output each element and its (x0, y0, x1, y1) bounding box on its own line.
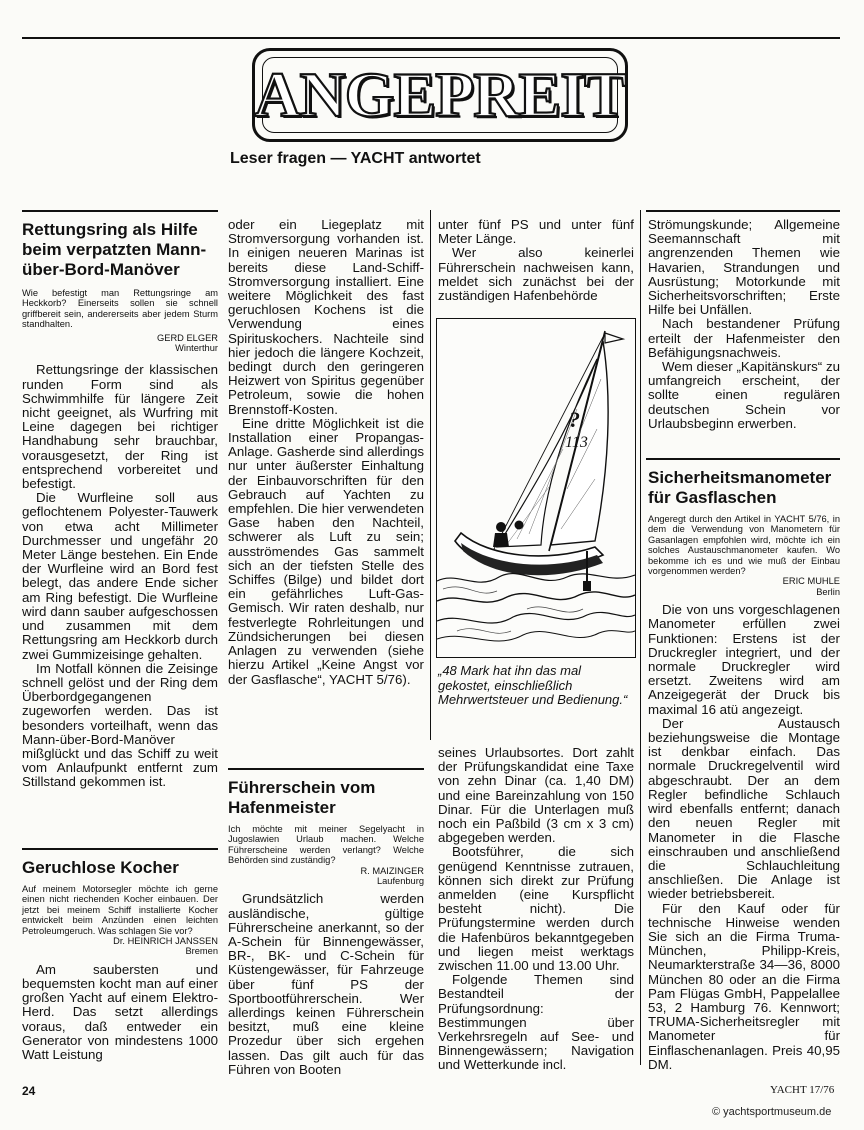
wave-detail (443, 587, 583, 633)
illustration-caption: „48 Mark hat ihn das mal gekostet, einschließlich Mehrwertsteuer und Bedienung.“ (438, 663, 628, 707)
reader-question: Angeregt durch den Artikel in YACHT 5/76, in dem die Verwendung von Manometern für Gasanlagen empfohlen wird, möchte ich ein solches Austauschmanometer kaufen. Wo bekomme ich es und wie muß der Einbau vorgenommen werden? (648, 514, 840, 577)
page-number: 24 (22, 1084, 36, 1098)
buoy (583, 581, 591, 591)
article-manometer (648, 468, 840, 1072)
article-kocher (22, 858, 218, 1062)
paragraph: Im Notfall können die Zeisinge schnell gelöst und der Ring dem Überbordgegangenen zugeworfen werden. Das ist besonders vorteilhaft, wenn das Mann-über-Bord-Manöver mißglückt und das Schiff zu weit vom Anlaufpunkt entfernt zum Stillstand gekommen ist. (22, 660, 218, 790)
paragraph: Die von uns vorgeschlagenen Manometer erfüllen zwei Funktionen: Erstens ist der Druckregler integriert, und der normale Druckregler wird ersetzt. Zweitens wird am Anzeigegerät der Druck bis maximal 16 atü angezeigt. (648, 602, 840, 717)
masthead-frame (252, 48, 628, 142)
paragraph: Wer also keinerlei Führerschein nachweisen kann, meldet sich zunächst bei der zuständigen Hafenbehörde (438, 245, 634, 304)
illustration-caption-box (438, 664, 634, 708)
section-rule (646, 458, 840, 460)
issue-label: YACHT 17/76 (770, 1084, 835, 1096)
crew-body (493, 533, 509, 547)
paragraph: seines Urlaubsortes. Dort zahlt der Prüfungskandidat eine Taxe von zehn Dinar (ca. 1,40 DM) und eine Bareinzahlung von 150 Dinar. Für die Unterlagen muß noch ein Paßbild (3 cm x 3 cm) abgegeben werden. (438, 745, 634, 846)
paragraph: Eine dritte Möglichkeit ist die Installation einer Propangas-Anlage. Gasherde sind allerdings nur unter äußerster Einhaltung der Einbauvorschriften für den Gebrauch auf Yachten zu empfehlen. Die hier verwendeten Gase haben den Nachteil, schwerer als Luft zu sein; ausströmendes Gas sammelt sich an der tiefsten Stelle des Schiffes (Bilge) und bildet dort ein gefährliches Luft-Gas-Gemisch. Wir raten deshalb, nur festverlegte Rohrleitungen und Zündsicherungen bei diesen Anlagen zu verwenden (siehe hierzu Artikel „Keine Angst vor der Gasflasche“, YACHT 5/76). (228, 415, 424, 687)
copyright-notice: © yachtsportmuseum.de (712, 1106, 832, 1118)
paragraph: Rettungsringe der klassischen runden Form sind als Schwimmhilfe für längere Zeit nicht geeignet, als Wurfring mit Leine dagegen bei richtiger Handhabung sehr brauchbar, vorausgesetzt, der Ring ist entsprechend vorbereitet und befestigt. (22, 362, 218, 492)
sailboat-drawing (437, 319, 635, 657)
section-rule (228, 768, 424, 770)
article-fuehrerschein-col4 (648, 218, 840, 431)
paragraph: Für den Kauf oder für technische Hinweise wenden Sie sich an die Firma Truma-München, Philipp-Kreis, Neumarkterstraße 34—36, 8000 München 80 oder an die Firma Pam Flügas GmbH, Pappelallee 53, 2 Hamburg 76. Kennwort; TRUMA-Sicherheitsregler mit Manometer für Einflaschenanlagen. Preis 40,95 DM. (648, 900, 840, 1072)
article-heading: Führerschein vom Hafenmeister (228, 778, 376, 817)
paragraph: Am saubersten und bequemsten kocht man auf einer großen Yacht auf einem Elektro-Herd. Das setzt allerdings voraus, daß entweder ein Generator von mindestens 1000 Watt Leistung (22, 961, 218, 1063)
author-name: R. MAIZINGER (360, 865, 424, 876)
reader-question: Wie befestigt man Rettungsringe am Heckkorb? Einerseits sollen sie schnell griffbereit sein, andererseits aber jedem Sturm standhalten. (22, 288, 218, 330)
wave (437, 612, 635, 623)
masthead-title: ANGEPREIT (254, 59, 626, 130)
reader-question: Ich möchte mit meiner Segelyacht in Jugoslawien Urlaub machen. Welche Führerscheine werden verlangt? Welche Behörden sind zuständig? (228, 824, 424, 866)
sail-number: 113 (565, 434, 588, 451)
article-fuehrerschein (228, 778, 424, 1077)
paragraph: Der Austausch beziehungsweise die Montage ist denkbar einfach. Das normale Druckregelventil wird abgeschraubt. Der an dem Regler befindliche Schlauch wird ebenfalls entfernt; danach den neuen Regler mit Manometer in die Flasche einschrauben und anschließend die Schlauchleitung anschließen. Die Anlage ist wieder betriebsbereit. (648, 715, 840, 902)
paragraph: Strömungskunde; Allgemeine Seemannschaft mit angrenzenden Themen wie Havarien, Strandungen und Ausrüstung; Motorkunde mit Sicherheitsvorschriften; Erste Hilfe bei Unfällen. (648, 217, 840, 318)
paragraph: oder ein Liegeplatz mit Stromversorgung vorhanden ist. In einigen neueren Marinas ist bereits diese Land-Schiff-Stromversorgung installiert. Eine weitere Möglichkeit des fast geruchlosen Kochens ist die Verwendung eines Spirituskochers. Nachteile sind hier jedoch die längere Kochzeit, bedingt durch den geringeren Heizwert von Spiritus gegenüber Petroleum, sowie die hohen Brennstoff-Kosten. (228, 217, 424, 417)
crew-head (515, 521, 524, 530)
wave (437, 592, 635, 602)
top-rule (22, 37, 840, 39)
article-fuehrerschein-col3-top (438, 218, 634, 303)
paragraph: unter fünf PS und unter fünf Meter Länge. (438, 217, 634, 247)
author-city: Berlin (816, 586, 840, 597)
author-city: Bremen (185, 946, 218, 957)
wave (437, 631, 635, 641)
section-rule (22, 848, 218, 850)
paragraph: Folgende Themen sind Bestandteil der Prüfungsordnung: Bestimmungen über Verkehrsregeln auf See- und Binnengewässern; Navigation und Wetterkunde incl. (438, 972, 634, 1073)
column-divider (640, 210, 641, 1065)
reader-question: Auf meinem Motorsegler möchte ich gerne einen nicht riechenden Kocher einbauen. Der jetzt bei meinem Schiff installierte Kocher entwickelt beim Anzünden einen leichten Petroleumgeruch. Was schlagen Sie vor? (22, 884, 218, 936)
article-rettungsring (22, 220, 218, 790)
article-fuehrerschein-col3-bottom (438, 746, 634, 1073)
sail-symbol: ? (569, 407, 580, 432)
author-name: GERD ELGER (157, 332, 218, 343)
article-kocher-continued (228, 218, 424, 687)
paragraph: Nach bestandener Prüfung erteilt der Hafenmeister den Befähigungsnachweis. (648, 316, 840, 360)
author-name: Dr. HEINRICH JANSSEN (113, 936, 218, 947)
crew-head (496, 522, 506, 532)
paragraph: Grundsätzlich werden ausländische, gültige Führerscheine anerkannt, so der A-Schein für Binnengewässer, BR-, BK- und C-Schein für Küstengewässer, für Fahrzeuge über fünf PS der Sportbootführerschein. Wer allerdings keinen Führerschein besitzt, muß eine kleine Prozedur über sich ergehen lassen. Das gilt auch für das Führen von Booten (228, 891, 424, 1077)
paragraph: Wem dieser „Kapitänskurs“ zu umfangreich erscheint, der sollte einen regulären deutschen Schein vor Urlaubsbeginn erwerben. (648, 359, 840, 431)
article-heading: Geruchlose Kocher (22, 858, 179, 877)
paragraph: Die Wurfleine soll aus geflochtenem Polyester-Tauwerk von etwa acht Millimeter Durchmesser und ungefähr 20 Meter Länge bestehen. Ein Ende der Wurfleine wird an Bord fest belegt, das andere Ende sicher am Ring befestigt. Die Wurfleine wird dann sauber aufgeschossen und zusammen mit dem Rettungsring am Heckkorb durch zwei Gummizeisinge gehalten. (22, 490, 218, 662)
section-rule (22, 210, 218, 212)
author-city: Winterthur (175, 343, 218, 354)
article-heading: Rettungsring als Hilfe beim verpatzten Mann-über-Bord-Manöver (22, 220, 207, 279)
sailboat-illustration (436, 318, 636, 658)
section-rule (646, 210, 840, 212)
pennant-flag (605, 333, 623, 343)
column-divider (430, 210, 431, 740)
paragraph: Bootsführer, die sich genügend Kenntnisse zutrauen, können sich direkt zur Prüfung anmelden (eine Kurspflicht besteht nicht). Die Prüfungstermine werden durch die Hafenbüros bekanntgegeben und liegen meist werktags zwischen 11.00 und 13.00 Uhr. (438, 844, 634, 974)
author-name: ERIC MUHLE (782, 576, 840, 587)
article-heading: Sicherheitsmanometer für Gasflaschen (648, 468, 832, 507)
masthead-inner-frame (254, 57, 626, 133)
author-city: Laufenburg (376, 876, 424, 887)
masthead-subtitle: Leser fragen — YACHT antwortet (230, 150, 481, 167)
